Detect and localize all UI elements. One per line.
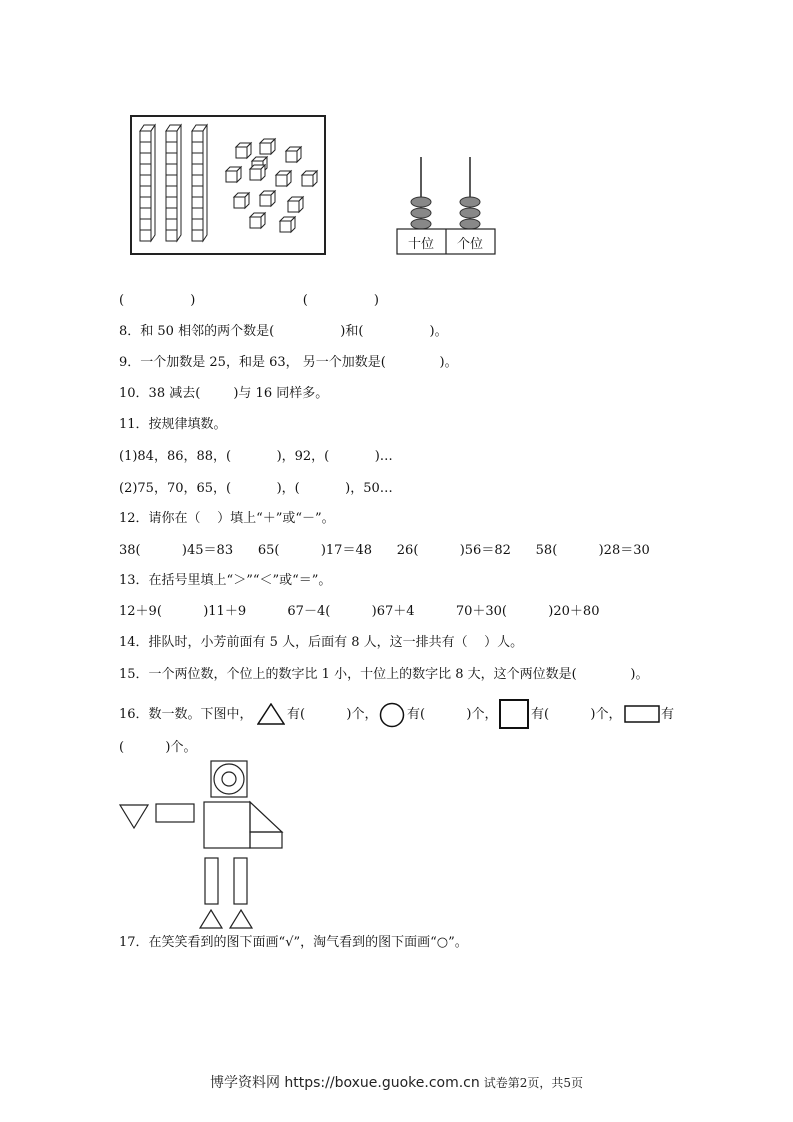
footer-page-number: 试卷第2页，共5页: [483, 1076, 584, 1090]
question-9: 9．一个加数是 25，和是 63， 另一个加数是( )。: [119, 355, 458, 370]
page-footer: [0, 1072, 793, 1092]
circle-icon: [379, 702, 405, 728]
answer-blanks-line: ( ) ( ): [119, 293, 379, 308]
triangle-icon: [257, 703, 285, 725]
question-10: 10．38 减去( )与 16 同样多。: [119, 386, 329, 401]
unit-cube: [260, 139, 275, 154]
square-count: 有( )个，: [531, 707, 622, 722]
question-12-items: 38( )45＝83 65( )17＝48 26( )56＝82 58( )28＝30: [119, 543, 650, 558]
question-13-items: 12＋9( )11＋9 67－4( )67＋4 70＋30( )20＋80: [119, 604, 600, 619]
unit-cube: [302, 171, 317, 186]
question-16-continued: ( )个。: [119, 740, 197, 755]
abacus-figure: [396, 157, 496, 255]
question-8: 8．和 50 相邻的两个数是( )和( )。: [119, 324, 448, 339]
triangle-count: 有( )个，: [287, 707, 378, 722]
unit-cube: [250, 213, 265, 228]
unit-cube: [250, 165, 265, 180]
question-15: 15．一个两位数，个位上的数字比 1 小，十位上的数字比 8 大，这个两位数是( )。: [119, 667, 649, 682]
tens-beads: [411, 197, 431, 229]
question-14: 14．排队时，小芳前面有 5 人，后面有 8 人，这一排共有（ ）人。: [119, 635, 524, 650]
rectangle-icon: [624, 705, 660, 723]
square-icon: [499, 699, 529, 729]
tens-place-label: 十位: [408, 237, 435, 252]
unit-cube: [236, 143, 251, 158]
circle-count: 有( )个，: [407, 707, 498, 722]
rectangle-label: 有: [661, 707, 675, 722]
unit-cube: [234, 193, 249, 208]
ones-beads: [460, 197, 480, 229]
base-ten-blocks-figure: [130, 115, 326, 255]
question-16: [119, 703, 679, 729]
shape-robot-figure: [118, 760, 288, 932]
ten-rod: [140, 125, 155, 241]
unit-cube: [280, 217, 295, 232]
unit-cube: [288, 197, 303, 212]
question-11-part-1: (1)84，86，88，( )，92，( )…: [119, 449, 393, 464]
question-13: 13．在括号里填上“＞”“＜”或“＝”。: [119, 573, 332, 588]
ten-rod: [166, 125, 181, 241]
unit-cube: [260, 191, 275, 206]
unit-cube: [286, 147, 301, 162]
footer-site: 博学资料网 https://boxue.guoke.com.cn: [209, 1075, 480, 1091]
ten-rod: [192, 125, 207, 241]
unit-cube: [276, 171, 291, 186]
ones-place-label: 个位: [457, 237, 484, 252]
question-11-part-2: (2)75，70，65，( )，( )，50…: [119, 481, 393, 496]
question-16-intro: 16．数一数。下图中，: [119, 707, 253, 722]
question-17: 17．在笑笑看到的图下面画“√”，淘气看到的图下面画“○”。: [119, 935, 468, 950]
question-12: 12．请你在（ ）填上“＋”或“－”。: [119, 511, 335, 526]
unit-cube: [226, 167, 241, 182]
question-11: 11．按规律填数。: [119, 417, 227, 432]
